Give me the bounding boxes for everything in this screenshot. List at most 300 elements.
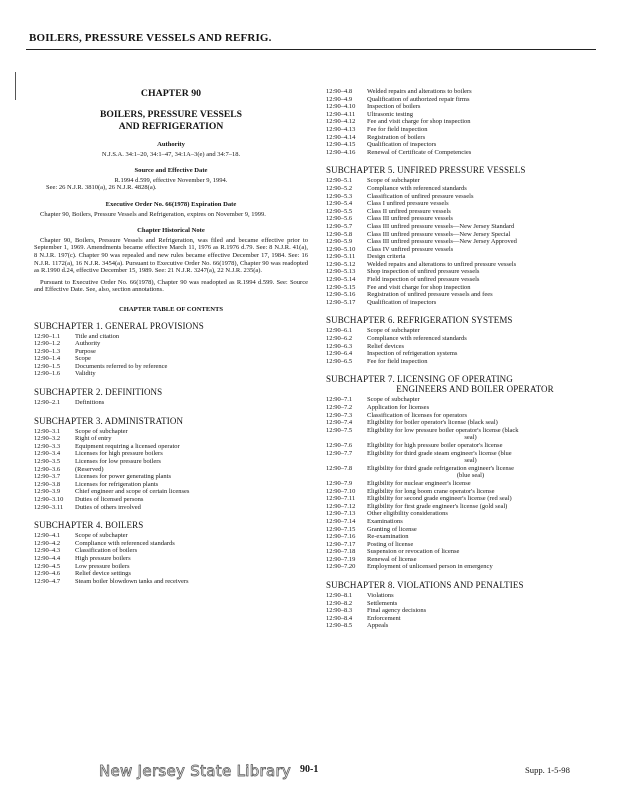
toc-entry xyxy=(326,495,594,503)
section-number: 12:90–5.8 xyxy=(326,230,353,238)
toc-entry xyxy=(34,370,308,378)
section-number: 12:90–7.15 xyxy=(326,525,356,533)
section-title xyxy=(367,215,594,223)
toc-entry xyxy=(34,488,308,496)
toc-entry xyxy=(326,622,594,630)
toc-entry xyxy=(326,208,594,216)
section-title xyxy=(367,276,594,284)
section-number: 12:90–7.11 xyxy=(326,495,356,503)
toc-entry xyxy=(34,481,308,489)
section-title-text: Fee for field inspection xyxy=(367,357,428,365)
section-number: 12:90–5.5 xyxy=(326,207,353,215)
section-title-text: Class III unfired pressure vessels—New Jersey Standard xyxy=(367,222,515,230)
section-number: 12:90–7.17 xyxy=(326,540,356,548)
section-title xyxy=(367,480,594,488)
toc-entry xyxy=(326,111,594,119)
toc-entry xyxy=(34,547,308,555)
section-number: 12:90–1.4 xyxy=(34,355,61,363)
section-title xyxy=(367,350,594,358)
section-title-text: Class II unfired pressure vessels xyxy=(367,207,451,215)
toc-entry xyxy=(326,615,594,623)
section-title-text: Steam boiler blowdown tanks and receivers xyxy=(75,577,189,585)
section-title-text: Chief engineer and scope of certain licenses xyxy=(75,488,190,496)
section-title xyxy=(367,253,594,261)
subchapter-heading: SUBCHAPTER 3. ADMINISTRATION xyxy=(34,415,184,426)
toc-entry xyxy=(326,607,594,615)
toc-entry xyxy=(326,541,594,549)
margin-bar xyxy=(15,72,16,100)
section-title-text: Appeals xyxy=(367,622,389,630)
section-number: 12:90–5.7 xyxy=(326,222,353,230)
section-number: 12:90–7.5 xyxy=(326,426,353,434)
section-title-text: Scope of subchapter xyxy=(367,396,420,404)
section-title-text: Class III unfired pressure vessels—New Jersey Approved xyxy=(367,238,517,246)
section-title xyxy=(367,185,594,193)
toc-entry xyxy=(326,291,594,299)
toc-entry xyxy=(326,396,594,404)
section-title-text: Renewal of Certificate of Competencies xyxy=(367,148,472,156)
section-number: 12:90–4.1 xyxy=(34,532,61,540)
section-title xyxy=(75,555,308,563)
section-title xyxy=(75,504,308,512)
toc-entry xyxy=(326,215,594,223)
section-title-text: Final agency decisions xyxy=(367,607,427,615)
section-title xyxy=(367,118,594,126)
section-number: 12:90–3.2 xyxy=(34,435,61,443)
section-title-text: Compliance with referenced standards xyxy=(75,539,175,547)
toc-entry xyxy=(326,480,594,488)
toc-entry xyxy=(326,141,594,149)
section-title xyxy=(367,495,594,503)
section-title-text: Fee for field inspection xyxy=(367,125,428,133)
section-title-text: Field inspection of unfired pressure vessels xyxy=(367,276,480,284)
section-title-text: Classification of boilers xyxy=(75,547,138,555)
section-title xyxy=(75,428,308,436)
section-title xyxy=(75,435,308,443)
section-title-text: Re-examination xyxy=(367,533,409,541)
toc-entry xyxy=(326,276,594,284)
section-title xyxy=(75,443,308,451)
toc-list xyxy=(326,327,594,365)
section-title-text: Class III unfired pressure vessels xyxy=(367,215,453,223)
toc-entry xyxy=(34,340,308,348)
subchapter-heading: SUBCHAPTER 2. DEFINITIONS xyxy=(34,387,163,398)
section-title-text: Ultrasonic testing xyxy=(367,110,414,118)
section-title xyxy=(75,570,308,578)
section-title-text: Title and citation xyxy=(75,332,120,340)
section-title-text: Licenses for power generating plants xyxy=(75,473,172,481)
chapter-number: CHAPTER 90 xyxy=(140,88,202,99)
section-title xyxy=(75,355,308,363)
section-title xyxy=(75,458,308,466)
section-number: 12:90–3.3 xyxy=(34,442,61,450)
section-title xyxy=(367,510,594,518)
section-number: 12:90–7.13 xyxy=(326,510,356,518)
section-title xyxy=(367,592,594,600)
section-number: 12:90–4.12 xyxy=(326,118,356,126)
section-title xyxy=(367,465,594,480)
toc-entry xyxy=(326,592,594,600)
section-title-text: Fee and visit charge for shop inspection xyxy=(367,118,471,126)
section-number: 12:90–7.4 xyxy=(326,419,353,427)
section-title-text: Fee and visit charge for shop inspection xyxy=(367,283,471,291)
supplement-date: Supp. 1-5-98 xyxy=(525,765,570,775)
exec-order-text: Chapter 90, Boilers, Pressure Vessels and Refrigeration, expires on November 9, 1999. xyxy=(40,210,266,218)
section-title-text: Suspension or revocation of license xyxy=(367,548,460,556)
section-title-text: Examinations xyxy=(367,517,403,525)
section-title xyxy=(75,496,308,504)
toc-entry xyxy=(34,532,308,540)
section-title-text: Qualification of inspectors xyxy=(367,298,437,306)
section-title xyxy=(367,177,594,185)
toc-list xyxy=(34,333,308,379)
section-title-text: Application for licenses xyxy=(367,404,430,411)
header-rule xyxy=(26,49,596,50)
section-title-text: Eligibility for second grade engineer's license (red seal) xyxy=(367,495,512,503)
toc-entry xyxy=(34,450,308,458)
section-title-text: Scope xyxy=(75,355,91,363)
section-title-text: Other eligibility considerations xyxy=(367,510,448,518)
toc-entry xyxy=(326,533,594,541)
subchapter-heading-line: SUBCHAPTER 7. LICENSING OF OPERATING xyxy=(326,374,513,385)
toc-entry xyxy=(326,253,594,261)
toc-entry xyxy=(326,185,594,193)
toc-entry xyxy=(34,563,308,571)
section-title xyxy=(367,291,594,299)
section-title xyxy=(367,343,594,351)
section-title xyxy=(367,126,594,134)
section-title xyxy=(367,299,594,307)
section-number: 12:90–7.8 xyxy=(326,464,353,472)
section-title xyxy=(367,442,594,450)
section-title-continuation: (blue seal) xyxy=(456,472,485,480)
toc-entry xyxy=(326,299,594,307)
section-number: 12:90–1.3 xyxy=(34,347,61,355)
section-number: 12:90–5.6 xyxy=(326,215,353,223)
toc-list xyxy=(326,88,594,156)
section-number: 12:90–5.14 xyxy=(326,276,356,284)
toc-heading: CHAPTER TABLE OF CONTENTS xyxy=(118,305,224,313)
section-title-text: Inspection of boilers xyxy=(367,103,421,111)
section-title-text: Class III unfired pressure vessels—New Jersey Special xyxy=(367,230,511,238)
section-number: 12:90–1.1 xyxy=(34,332,61,340)
toc-entry xyxy=(326,510,594,518)
section-number: 12:90–7.18 xyxy=(326,548,356,556)
section-title xyxy=(75,370,308,378)
toc-entry xyxy=(326,427,594,442)
section-title-text: Violations xyxy=(367,592,394,600)
section-number: 12:90–4.6 xyxy=(34,570,61,578)
section-number: 12:90–3.11 xyxy=(34,503,64,511)
section-number: 12:90–5.2 xyxy=(326,184,353,192)
section-number: 12:90–4.15 xyxy=(326,141,356,149)
section-title xyxy=(367,556,594,564)
toc-entry xyxy=(326,503,594,511)
toc-entry xyxy=(326,526,594,534)
toc-entry xyxy=(326,193,594,201)
section-number: 12:90–5.4 xyxy=(326,200,353,208)
exec-order-heading: Executive Order No. 66(1978) Expiration Date xyxy=(105,200,237,208)
toc-entry xyxy=(34,570,308,578)
section-title xyxy=(75,563,308,571)
toc-entry xyxy=(34,443,308,451)
section-title-text: Welded repairs and alterations to boilers xyxy=(367,88,472,95)
section-number: 12:90–5.10 xyxy=(326,245,356,253)
section-title-text: Eligibility for high pressure boiler operator's license xyxy=(367,441,503,449)
section-title-text: Relief devices xyxy=(367,342,404,350)
section-title-text: Authority xyxy=(75,340,101,348)
toc-entry xyxy=(326,556,594,564)
authority-heading: Authority xyxy=(157,141,185,148)
section-number: 12:90–7.16 xyxy=(326,533,356,541)
toc-entry xyxy=(34,458,308,466)
section-title xyxy=(367,600,594,608)
toc-entry xyxy=(326,238,594,246)
section-title xyxy=(75,363,308,371)
toc-list xyxy=(34,428,308,512)
section-title-text: Shop inspection of unfired pressure vessels xyxy=(367,268,480,276)
page-number: 90-1 xyxy=(300,764,319,775)
source-line: R.1994 d.599, effective November 9, 1994. xyxy=(114,176,228,184)
section-title-text: Eligibility for third grade steam engineer's license (blue xyxy=(367,449,512,457)
section-title xyxy=(367,335,594,343)
section-title-text: Inspection of refrigeration systems xyxy=(367,350,458,358)
section-number: 12:90–8.4 xyxy=(326,614,353,622)
toc-entry xyxy=(326,126,594,134)
section-number: 12:90–1.6 xyxy=(34,370,61,378)
section-title-continuation: seal) xyxy=(464,434,477,442)
section-number: 12:90–8.3 xyxy=(326,607,353,615)
toc-entry xyxy=(326,246,594,254)
section-number: 12:90–4.11 xyxy=(326,110,356,118)
section-title-text: Eligibility for nuclear engineer's license xyxy=(367,479,471,487)
left-column xyxy=(34,88,308,585)
section-number: 12:90–5.13 xyxy=(326,268,356,276)
toc-entry xyxy=(326,518,594,526)
toc-entry xyxy=(34,399,308,407)
subchapter-heading: SUBCHAPTER 6. REFRIGERATION SYSTEMS xyxy=(326,315,513,326)
section-number: 12:90–8.2 xyxy=(326,599,353,607)
toc-entry xyxy=(34,540,308,548)
section-number: 12:90–4.7 xyxy=(34,577,61,585)
section-number: 12:90–4.14 xyxy=(326,133,356,141)
authority-text: N.J.S.A. 34:1–20, 34:1–47, 34:1A–3(e) and 34:7–18. xyxy=(101,150,241,158)
section-number: 12:90–7.9 xyxy=(326,479,353,487)
subchapter-heading: SUBCHAPTER 5. UNFIRED PRESSURE VESSELS xyxy=(326,165,526,176)
section-title xyxy=(367,268,594,276)
section-title xyxy=(367,246,594,254)
section-number: 12:90–3.10 xyxy=(34,496,64,503)
running-header: BOILERS, PRESSURE VESSELS AND REFRIG. xyxy=(29,32,272,44)
section-title-text: Qualification of inspectors xyxy=(367,141,437,149)
section-title xyxy=(75,348,308,356)
toc-entry xyxy=(34,466,308,474)
section-number: 12:90–6.5 xyxy=(326,357,353,365)
section-title xyxy=(367,526,594,534)
section-title xyxy=(367,396,594,404)
toc-entry xyxy=(326,284,594,292)
section-title xyxy=(367,427,594,442)
section-title-text: Scope of subchapter xyxy=(367,327,420,335)
section-title-text: Compliance with referenced standards xyxy=(367,335,467,343)
section-number: 12:90–6.3 xyxy=(326,342,353,350)
chapter-name xyxy=(34,109,308,133)
section-number: 12:90–7.10 xyxy=(326,487,356,495)
section-number: 12:90–4.10 xyxy=(326,103,356,111)
toc-list xyxy=(326,177,594,306)
section-title xyxy=(75,481,308,489)
toc-entry xyxy=(326,200,594,208)
toc-entry xyxy=(326,404,594,412)
section-title xyxy=(367,541,594,549)
toc-entry xyxy=(326,149,594,157)
section-number: 12:90–5.1 xyxy=(326,177,353,185)
section-title xyxy=(75,466,308,474)
source-line: See: 26 N.J.R. 3810(a), 26 N.J.R. 4828(a). xyxy=(46,184,157,192)
section-number: 12:90–3.8 xyxy=(34,480,61,488)
section-title xyxy=(367,208,594,216)
section-title xyxy=(367,231,594,239)
section-title-text: Design criteria xyxy=(367,253,406,261)
section-number: 12:90–7.19 xyxy=(326,555,356,563)
section-title-text: Scope of subchapter xyxy=(367,177,420,185)
section-title-text: Class IV unfired pressure vessels xyxy=(367,245,454,253)
section-number: 12:90–6.2 xyxy=(326,335,353,343)
section-title xyxy=(367,96,594,104)
section-title-text: Scope of subchapter xyxy=(75,532,128,540)
chapter-name-line: AND REFRIGERATION xyxy=(118,121,224,132)
section-number: 12:90–7.20 xyxy=(326,563,356,571)
section-title-text: Purpose xyxy=(75,347,96,355)
section-title-text: (Reserved) xyxy=(75,465,104,473)
section-number: 12:90–4.9 xyxy=(326,95,353,103)
section-number: 12:90–7.3 xyxy=(326,411,353,419)
toc-entry xyxy=(326,261,594,269)
right-column xyxy=(326,88,594,630)
section-number: 12:90–6.4 xyxy=(326,350,353,358)
section-number: 12:90–3.4 xyxy=(34,450,61,458)
section-title-text: Granting of license xyxy=(367,525,417,533)
toc-entry xyxy=(326,358,594,366)
toc-list xyxy=(326,396,594,571)
toc-entry xyxy=(34,363,308,371)
section-number: 12:90–4.2 xyxy=(34,539,61,547)
section-title-text: Eligibility for boiler operator's license (black seal) xyxy=(367,419,498,427)
section-title xyxy=(75,333,308,341)
toc-entry xyxy=(326,223,594,231)
section-title xyxy=(75,399,308,407)
toc-entry xyxy=(326,335,594,343)
section-title xyxy=(367,503,594,511)
toc-entry xyxy=(326,412,594,420)
section-title-text: Duties of licensed persons xyxy=(75,496,144,503)
section-number: 12:90–5.3 xyxy=(326,192,353,200)
section-number: 12:90–3.5 xyxy=(34,458,61,466)
section-number: 12:90–3.1 xyxy=(34,427,61,435)
section-number: 12:90–5.12 xyxy=(326,260,356,268)
toc-entry xyxy=(34,333,308,341)
section-title-text: High pressure boilers xyxy=(75,554,131,562)
section-title xyxy=(367,615,594,623)
toc-entry xyxy=(34,504,308,512)
section-title xyxy=(367,358,594,366)
subchapter-heading xyxy=(326,374,594,394)
section-number: 12:90–5.17 xyxy=(326,298,356,306)
toc-list xyxy=(34,532,308,585)
section-number: 12:90–3.9 xyxy=(34,488,61,496)
section-title xyxy=(367,488,594,496)
toc-list xyxy=(34,399,308,407)
source-heading: Source and Effective Date xyxy=(134,167,208,175)
toc-entry xyxy=(34,496,308,504)
section-title-text: Classification of licenses for operators xyxy=(367,411,467,419)
toc-entry xyxy=(326,103,594,111)
section-number: 12:90–8.1 xyxy=(326,592,353,600)
section-number: 12:90–1.5 xyxy=(34,362,61,370)
section-title-text: Eligibility for first grade engineer's license (gold seal) xyxy=(367,502,508,510)
section-number: 12:90–4.13 xyxy=(326,125,356,133)
section-title-text: Validity xyxy=(75,370,96,378)
section-title xyxy=(75,532,308,540)
section-number: 12:90–7.6 xyxy=(326,441,353,449)
section-title-text: Licenses for refrigeration plants xyxy=(75,480,159,488)
toc-entry xyxy=(326,231,594,239)
section-title-text: Compliance with referenced standards xyxy=(367,184,467,192)
section-title-text: Qualification of authorized repair firms xyxy=(367,95,470,103)
section-number: 12:90–5.16 xyxy=(326,291,356,299)
section-title xyxy=(367,548,594,556)
history-paragraph: Chapter 90, Boilers, Pressure Vessels and Refrigeration, was filed and became effective prior to September 1, 1969. Amendments became effective March 11, 1976 as R.1976 d.79. See: 8 N.J.R. 41(a), 8 N.J.R. 197(c). Chapter 90 was repealed and new rules became effective December 17, 1984. See: 16 N.J.R. 1172(a), 16 N.J.R. 3454(a). Pursuant to Executive Order No. 66(1978), Chapter 90 was readopted as R.1990 d.24, effective December 15, 1989. See: 21 N.J.R. 3247(a), 22 N.J.R. 235(a). xyxy=(34,236,308,275)
section-number: 12:90–5.9 xyxy=(326,238,353,246)
section-title-text: Duties of others involved xyxy=(75,503,141,511)
toc-entry xyxy=(326,419,594,427)
subchapter-heading: SUBCHAPTER 4. BOILERS xyxy=(34,520,144,531)
section-number: 12:90–4.4 xyxy=(34,554,61,562)
section-title xyxy=(367,238,594,246)
subchapter-heading-line: ENGINEERS AND BOILER OPERATOR xyxy=(396,384,554,395)
section-title-text: Scope of subchapter xyxy=(75,427,128,435)
section-title xyxy=(367,103,594,111)
toc-list xyxy=(326,592,594,630)
section-number: 12:90–7.1 xyxy=(326,396,353,404)
section-title xyxy=(367,284,594,292)
section-number: 12:90–1.2 xyxy=(34,340,61,348)
section-title xyxy=(75,578,308,586)
section-title-text: Registration of unfired pressure vessels and fees xyxy=(367,291,493,299)
section-title xyxy=(75,547,308,555)
section-title-text: Employment of unlicensed person in emergency xyxy=(367,563,493,571)
toc-entry xyxy=(326,268,594,276)
toc-entry xyxy=(326,96,594,104)
toc-entry xyxy=(326,177,594,185)
section-title xyxy=(367,261,594,269)
toc-entry xyxy=(326,350,594,358)
section-title xyxy=(367,607,594,615)
section-number: 12:90–5.11 xyxy=(326,253,356,261)
section-number: 12:90–4.3 xyxy=(34,547,61,555)
section-number: 12:90–6.1 xyxy=(326,327,353,335)
section-number: 12:90–7.7 xyxy=(326,449,353,457)
history-heading: Chapter Historical Note xyxy=(137,227,205,235)
section-title xyxy=(367,111,594,119)
section-title xyxy=(75,473,308,481)
toc-entry xyxy=(326,118,594,126)
section-number: 12:90–3.7 xyxy=(34,473,61,481)
toc-entry xyxy=(34,435,308,443)
section-number: 12:90–2.1 xyxy=(34,399,61,407)
toc-entry xyxy=(34,355,308,363)
section-title-text: Enforcement xyxy=(367,614,401,622)
